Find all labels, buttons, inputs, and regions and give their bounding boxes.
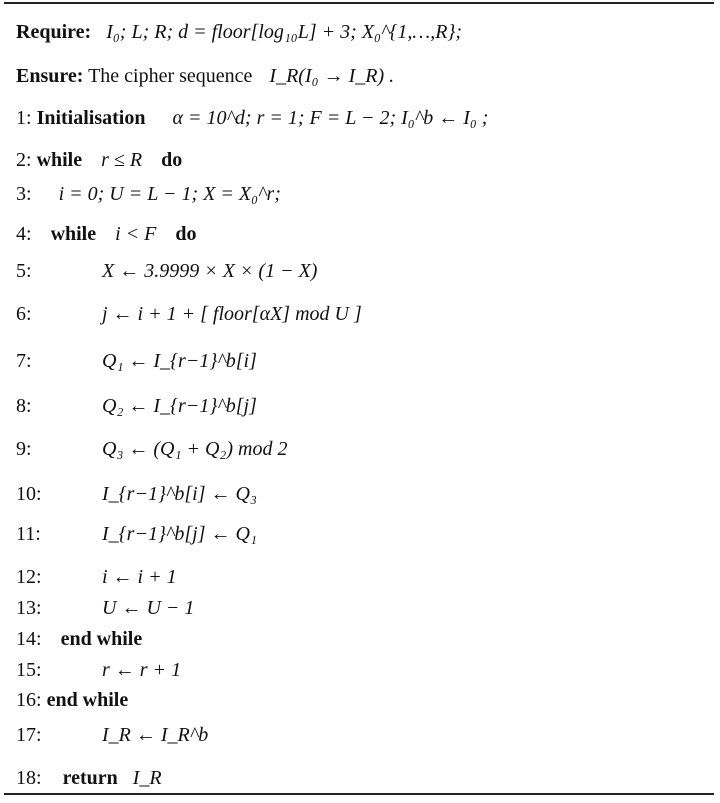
line-8 <box>16 395 257 417</box>
ensure-keyword: Ensure: <box>16 65 84 87</box>
line-4 <box>16 224 197 244</box>
line-3 <box>16 184 281 204</box>
end-while-keyword: end while <box>46 689 129 711</box>
line-number: 7: <box>16 350 32 372</box>
line-15 <box>16 659 182 681</box>
line-formula: Q₂ ← I_{r−1}^b[j] <box>102 395 257 417</box>
line-number: 12: <box>16 566 42 588</box>
do-keyword: do <box>161 149 183 171</box>
require-line <box>16 22 462 42</box>
line-number: 2: <box>16 149 32 171</box>
line-number: 13: <box>16 597 42 619</box>
line-9 <box>16 438 288 460</box>
ensure-line <box>16 66 394 86</box>
line-number: 3: <box>16 183 32 205</box>
line-number: 6: <box>16 303 32 325</box>
line-formula: r ← r + 1 <box>102 659 182 681</box>
line-formula: j ← i + 1 + [ floor[αX] mod U ] <box>102 303 362 325</box>
line-formula: I_{r−1}^b[i] ← Q₃ <box>102 483 257 505</box>
line-number: 18: <box>16 767 42 789</box>
do-keyword: do <box>175 223 197 245</box>
while-keyword: while <box>36 149 83 171</box>
line-7 <box>16 350 257 372</box>
while-condition: r ≤ R <box>101 149 143 171</box>
line-number: 9: <box>16 438 32 460</box>
line-10 <box>16 483 257 505</box>
line-number: 16: <box>16 689 42 711</box>
line-1 <box>16 108 488 128</box>
initialisation-keyword: Initialisation <box>36 107 146 129</box>
line-16 <box>16 690 128 710</box>
line-17 <box>16 724 209 746</box>
line-formula: i ← i + 1 <box>102 566 177 588</box>
line-formula: X ← 3.9999 × X × (1 − X) <box>102 260 318 282</box>
return-keyword: return <box>62 767 118 789</box>
ensure-formula: I_R(I₀ → I_R) . <box>269 65 395 87</box>
line-5 <box>16 260 318 282</box>
line-6 <box>16 303 362 325</box>
while-condition: i < F <box>115 223 157 245</box>
line-formula: Q₃ ← (Q₁ + Q₂) mod 2 <box>102 438 288 460</box>
line-number: 17: <box>16 724 42 746</box>
line-number: 14: <box>16 628 42 650</box>
line-number: 1: <box>16 107 32 129</box>
line-formula: i = 0; U = L − 1; X = X₀^r; <box>58 183 281 205</box>
line-formula: Q₁ ← I_{r−1}^b[i] <box>102 350 257 372</box>
line-number: 11: <box>16 523 41 545</box>
end-while-keyword: end while <box>60 628 143 650</box>
while-keyword: while <box>50 223 97 245</box>
line-18 <box>16 768 162 788</box>
line-formula: I_{r−1}^b[j] ← Q₁ <box>102 523 257 545</box>
line-12 <box>16 566 177 588</box>
line-2 <box>16 150 182 170</box>
algorithm-box <box>4 2 714 795</box>
line-14 <box>16 629 142 649</box>
line-number: 8: <box>16 395 32 417</box>
line-number: 15: <box>16 659 42 681</box>
line-formula: I_R ← I_R^b <box>102 724 209 746</box>
line-11 <box>16 523 257 545</box>
require-keyword: Require: <box>16 21 92 43</box>
line-number: 5: <box>16 260 32 282</box>
require-formula: I₀; L; R; d = floor[log₁₀L] + 3; X₀^{1,…,R}; <box>106 21 463 43</box>
line-number: 10: <box>16 483 42 505</box>
line-13 <box>16 597 195 619</box>
ensure-text: The cipher sequence <box>88 65 253 87</box>
line-formula: U ← U − 1 <box>102 597 195 619</box>
line-formula: I_R <box>132 767 162 789</box>
line-number: 4: <box>16 223 32 245</box>
line-formula: α = 10^d; r = 1; F = L − 2; I₀^b ← I₀ ; <box>172 107 489 129</box>
